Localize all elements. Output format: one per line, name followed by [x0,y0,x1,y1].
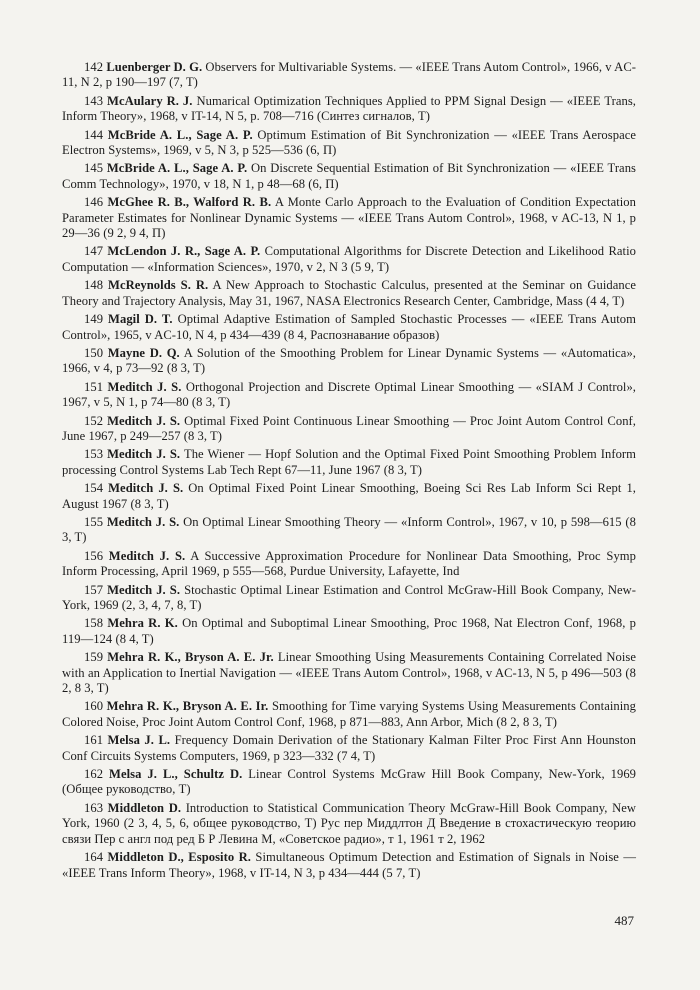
reference-number: 151 [84,379,104,394]
reference-entry [62,346,636,377]
reference-authors: Meditch J. S. [107,582,181,597]
reference-text: On Optimal and Suboptimal Linear Smoothing, Proc 1968, Nat Electron Conf, 1968, p 119—124 (8 4, T) [62,616,637,646]
page-number: 487 [614,913,634,928]
reference-entry [62,767,636,798]
reference-entry [62,650,636,696]
reference-text: Simultaneous Optimum Detection and Estimation of Signals in Noise — «IEEE Trans Inform Theory», 1968, v IT-14, N 3, p 434—444 (5 7, T) [62,850,637,880]
reference-number: 155 [84,514,104,529]
reference-number: 158 [84,616,104,631]
reference-entry [62,414,636,445]
reference-text: A Successive Approximation Procedure for Nonlinear Data Smoothing, Proc Symp Inform Processing, April 1969, p 555—568, Purdue University, Lafayette, Ind [62,548,637,579]
reference-number: 156 [84,548,104,563]
reference-number: 164 [84,850,104,865]
reference-entry [62,733,636,764]
reference-text: A New Approach to Stochastic Calculus, presented at the Seminar on Guidance Theory and Trajectory Analysis, May 31, 1967, NASA Electronics Research Center, Cambridge, Mass (4 4, T) [62,278,636,308]
reference-number: 163 [84,800,104,815]
reference-text: Introduction to Statistical Communication Theory McGraw-Hill Book Company, New York, 1960 (2 3, 4, 5, 6, общее руководство, T) Рус пер Миддлтон Д Введение в стохастическую теорию связи Пер с англ под ред Б Р Левина М, «Советское радио», т 1, 1961 т 2, 1962 [62,800,637,846]
reference-authors: Magil D. T. [108,312,173,327]
reference-entry [62,94,636,125]
reference-authors: Mehra R. K., Bryson A. E. Jr. [107,650,274,665]
reference-number: 143 [84,93,104,108]
reference-text: Optimal Fixed Point Continuous Linear Smoothing — Proc Joint Autom Control Conf, June 1967, p 249—257 (8 3, T) [62,413,637,443]
reference-entry [62,699,636,730]
reference-text: A Monte Carlo Approach to the Evaluation of Condition Expectation Parameter Estimates for Nonlinear Dynamic Systems — «IEEE Trans Autom Control», 1968, v AC-13, N 1, p 29—36 (9 2, 9 4, П) [62,195,636,241]
reference-authors: Mehra R. K., Bryson A. E. Ir. [106,699,269,714]
reference-authors: Melsa J. L., Schultz D. [109,767,243,782]
reference-authors: Meditch J. S. [108,548,186,563]
reference-authors: McBride A. L., Sage A. P. [107,127,253,142]
reference-authors: Melsa J. L. [107,733,171,748]
reference-number: 152 [84,413,104,428]
reference-entry [62,128,636,159]
reference-authors: Mayne D. Q. [107,345,180,360]
reference-text: Stochastic Optimal Linear Estimation and Control McGraw-Hill Book Company, New-York, 1969 (2, 3, 4, 7, 8, T) [62,582,637,612]
reference-entry [62,244,636,275]
reference-text: On Discrete Sequential Estimation of Bit Synchronization — «IEEE Trans Comm Technology», 1970, v 18, N 1, p 48—68 (6, П) [62,161,636,191]
reference-text: Smoothing for Time varying Systems Using Measurements Containing Colored Noise, Proc Joint Autom Control Conf, 1968, p 871—883, Ann Arbor, Mich (8 2, 8 3, T) [62,699,636,729]
reference-number: 161 [84,733,104,748]
reference-number: 148 [84,278,104,293]
reference-authors: Meditch J. S. [107,447,181,462]
reference-authors: Meditch J. S. [106,514,180,529]
reference-text: On Optimal Fixed Point Linear Smoothing, Boeing Sci Res Lab Inform Sci Rept 1, August 1967 (8 3, T) [62,481,636,511]
reference-authors: McAulary R. J. [107,93,193,108]
reference-number: 154 [84,481,104,496]
reference-number: 150 [84,345,104,360]
reference-authors: Middleton D. [107,800,182,815]
reference-authors: McReynolds S. R. [108,278,209,293]
reference-number: 157 [84,582,104,597]
reference-number: 153 [84,447,104,462]
reference-authors: Luenberger D. G. [106,60,203,74]
reference-entry [62,515,636,546]
reference-text: A Solution of the Smoothing Problem for Linear Dynamic Systems — «Automatica», 1966, v 4, p 73—92 (8 3, T) [62,345,636,376]
reference-entry [62,616,636,647]
reference-number: 144 [84,127,104,142]
reference-text: Orthogonal Projection and Discrete Optimal Linear Smoothing — «SIAM J Control», 1967, v 5, N 1, p 74—80 (8 3, T) [62,379,637,410]
reference-text: Optimal Adaptive Estimation of Sampled Stochastic Processes — «IEEE Trans Autom Control», 1965, v AC-10, N 4, p 434—439 (8 4, Распознавание образов) [62,312,636,342]
reference-number: 160 [84,699,104,714]
reference-number: 142 [84,60,104,74]
reference-number: 146 [84,195,104,210]
reference-authors: McGhee R. B., Walford R. B. [107,195,272,210]
reference-authors: McLendon J. R., Sage A. P. [107,244,261,259]
reference-number: 147 [84,244,104,259]
reference-authors: Meditch J. S. [107,413,181,428]
reference-entry [62,161,636,192]
reference-list [62,60,636,884]
reference-authors: Mehra R. K. [107,616,178,631]
reference-text: The Wiener — Hopf Solution and the Optimal Fixed Point Smoothing Problem Inform processing Control Systems Lab Tech Rept 67—11, June 1967 (8 3, T) [62,447,637,477]
reference-entry [62,850,636,881]
reference-text: Computational Algorithms for Discrete Detection and Likelihood Ratio Computation — «Information Sciences», 1970, v 2, N 3 (5 9, T) [62,244,637,274]
reference-text: Frequency Domain Derivation of the Stationary Kalman Filter Proc First Ann Hounston Conf Circuits Systems Computers, 1969, p 323—332 (7 4, T) [62,733,636,763]
reference-entry [62,801,636,847]
reference-entry [62,312,636,343]
reference-entry [62,380,636,411]
reference-text: Numarical Optimization Techniques Applied to PPM Signal Design — «IEEE Trans, Inform Theory», 1968, v IT-14, N 5, p. 708—716 (Синтез сигналов, T) [62,93,637,124]
reference-authors: Meditch J. S. [107,379,182,394]
reference-text: Observers for Multivariable Systems. — «IEEE Trans Autom Control», 1966, v AC-11, N 2, p 190—197 (7, T) [62,60,637,90]
reference-entry [62,583,636,614]
reference-text: Optimum Estimation of Bit Synchronization — «IEEE Trans Aerospace Electron Systems», 1969, v 5, N 3, p 525—536 (6, П) [62,127,637,158]
reference-entry [62,447,636,478]
reference-number: 159 [84,650,104,665]
reference-number: 149 [84,312,104,327]
reference-authors: Middleton D., Esposito R. [107,850,251,865]
reference-text: Linear Control Systems McGraw Hill Book Company, New-York, 1969 (Общее руководство, T) [62,767,637,797]
reference-number: 162 [84,767,104,782]
reference-authors: Meditch J. S. [108,481,184,496]
reference-entry [62,549,636,580]
reference-entry [62,481,636,512]
reference-number: 145 [84,161,104,176]
reference-text: Linear Smoothing Using Measurements Containing Correlated Noise with an Application to Inertial Navigation — «IEEE Trans Autom Control», 1968, v AC-13, N 5, p 496—503 (8 2, 8 3, T) [62,650,636,696]
reference-entry [62,278,636,309]
reference-entry [62,195,636,241]
reference-text: On Optimal Linear Smoothing Theory — «Inform Control», 1967, v 10, p 598—615 (8 3, T) [62,514,637,545]
reference-entry [62,60,636,91]
reference-authors: McBride A. L., Sage A. P. [106,161,248,176]
